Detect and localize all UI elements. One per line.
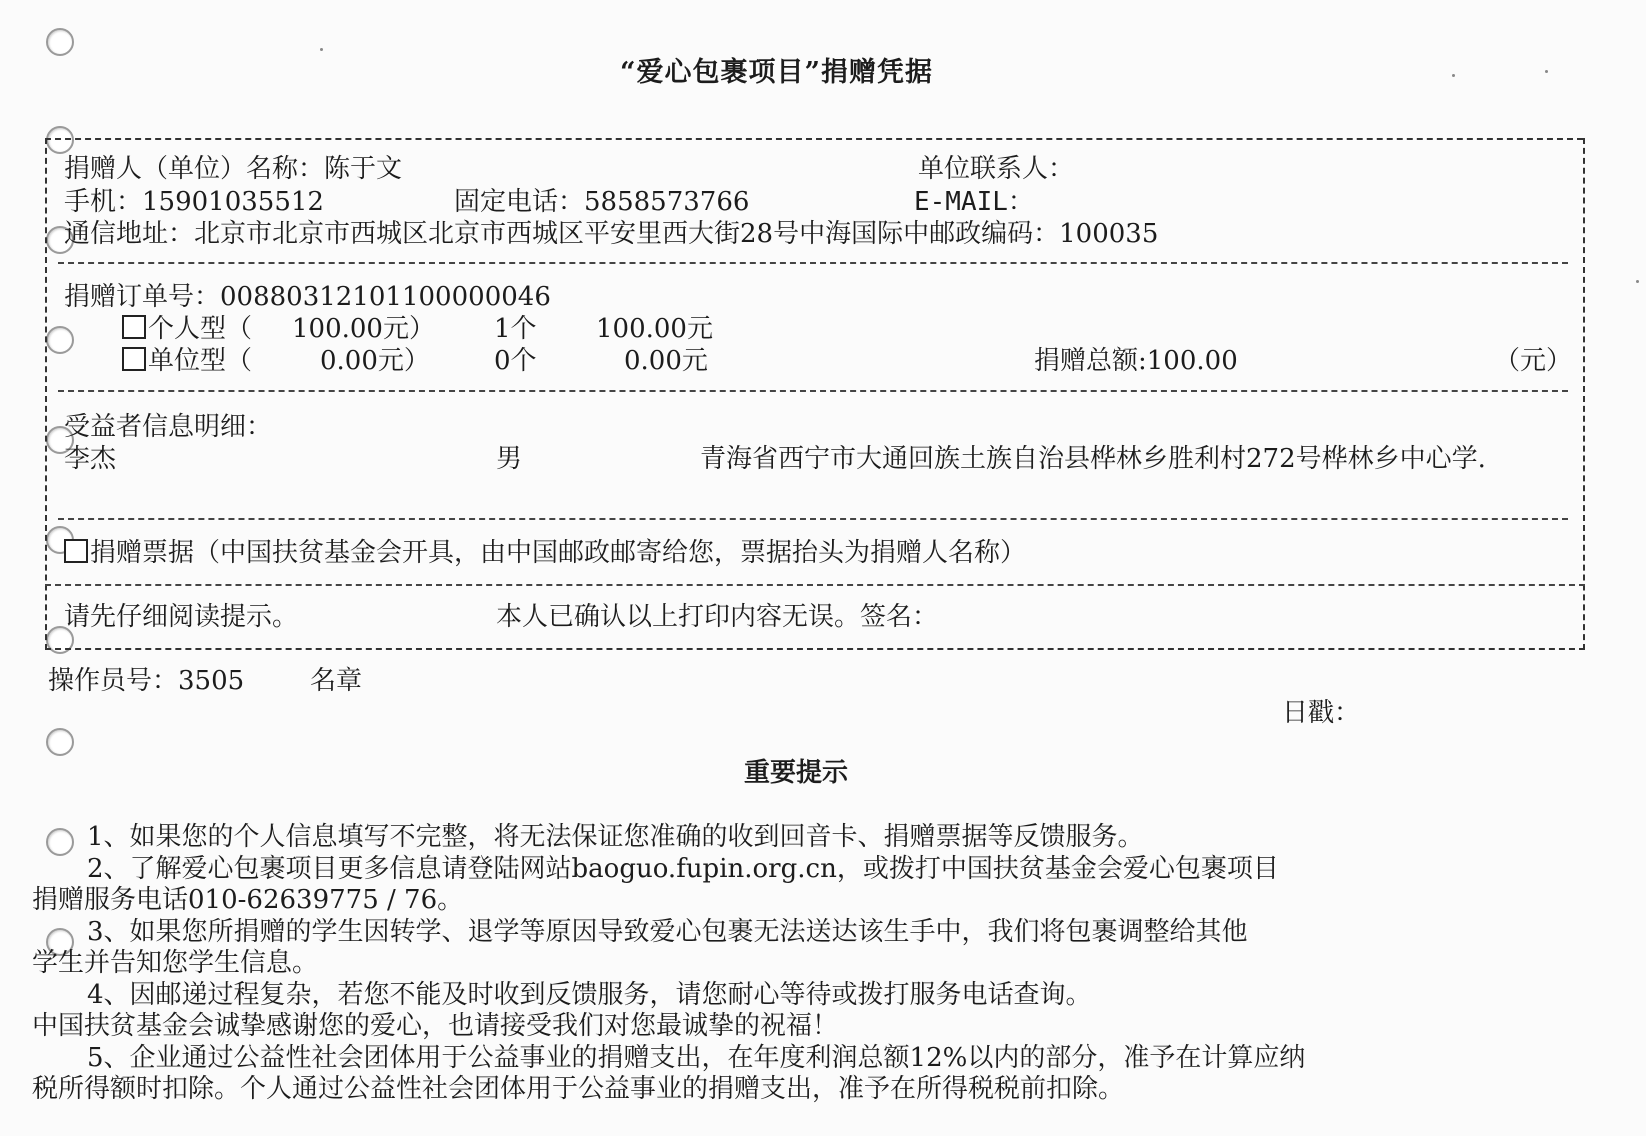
address-value: 北京市北京市西城区北京市西城区平安里西大街28号中海国际中: [194, 219, 930, 249]
unit-total: 0.00元: [624, 346, 708, 376]
personal-total: 100.00元: [596, 314, 713, 344]
note-item: 2、了解爱心包裹项目更多信息请登陆网站baoguo.fupin.org.cn，或拨打中国扶贫基金会爱心包裹项目: [87, 853, 1279, 884]
donation-total-unit: （元）: [1494, 346, 1573, 376]
unit-price: 0.00元）: [320, 346, 430, 376]
unit-type-checkbox[interactable]: [122, 347, 146, 371]
donor-name-row: [64, 154, 402, 184]
note-item: 5、企业通过公益性社会团体用于公益事业的捐赠支出，在年度利润总额12%以内的部分，准予在计算应纳: [87, 1042, 1306, 1073]
receipt-title: “爱心包裹项目”捐赠凭据: [620, 57, 934, 88]
postcode-label: 邮政编码：: [929, 219, 1060, 249]
note-item: 学生并告知您学生信息。: [32, 948, 319, 978]
mobile-label: 手机：: [64, 187, 143, 217]
operator-row: [48, 666, 244, 696]
donation-total-value: 100.00: [1146, 346, 1238, 376]
mobile-row: [64, 187, 324, 217]
binder-hole: [46, 126, 74, 154]
personal-price: 100.00元）: [292, 314, 435, 344]
phone-label: 固定电话：: [454, 187, 585, 217]
section-divider: [58, 518, 1568, 520]
beneficiary-name: 李杰: [64, 444, 117, 474]
notes-title: 重要提示: [744, 758, 849, 788]
unit-type-label: 单位型（: [148, 346, 253, 376]
note-item: 1、如果您的个人信息填写不完整，将无法保证您准确的收到回音卡、捐赠票据等反馈服务。: [87, 822, 1144, 852]
notes-list: [32, 822, 1452, 1106]
personal-type-checkbox[interactable]: [122, 315, 146, 339]
note-item: 3、如果您所捐赠的学生因转学、退学等原因导致爱心包裹无法送达该生手中，我们将包裹调整给其他: [87, 916, 1248, 947]
binder-hole: [46, 326, 74, 354]
binder-hole: [46, 28, 74, 56]
order-number-row: [64, 282, 551, 312]
contact-person-label: 单位联系人：: [918, 154, 1075, 184]
donation-total-row: [1034, 346, 1238, 376]
scan-speck: [1452, 74, 1455, 77]
beneficiary-section-label: 受益者信息明细：: [64, 412, 273, 442]
binder-hole: [46, 728, 74, 756]
donor-name-label: 捐赠人（单位）名称：: [64, 154, 325, 184]
note-item: 捐赠服务电话010-62639775 / 76。: [32, 885, 464, 915]
note-item: 4、因邮递过程复杂，若您不能及时收到反馈服务，请您耐心等待或拨打服务电话查询。: [87, 979, 1092, 1010]
operator-value: 3505: [178, 666, 245, 696]
donor-name-value: 陈于文: [324, 154, 403, 184]
frame-top: [45, 138, 1583, 140]
email-label: E-MAIL：: [914, 187, 1034, 217]
personal-qty: 1个: [494, 314, 537, 344]
scan-speck: [1636, 280, 1639, 283]
phone-value: 5858573766: [584, 187, 750, 217]
operator-label: 操作员号：: [48, 666, 179, 696]
read-hint: 请先仔细阅读提示。: [64, 602, 299, 632]
receipt-option-label: 捐赠票据（中国扶贫基金会开具，由中国邮政邮寄给您，票据抬头为捐赠人名称）: [90, 538, 1027, 568]
mobile-value: 15901035512: [142, 187, 324, 217]
beneficiary-gender: 男: [496, 444, 523, 474]
frame-bottom: [45, 648, 1585, 650]
note-item: 税所得额时扣除。个人通过公益性社会团体用于公益事业的捐赠支出，准予在所得税税前扣除。: [32, 1074, 1125, 1104]
note-item: 中国扶贫基金会诚挚感谢您的爱心，也请接受我们对您最诚挚的祝福！: [32, 1011, 839, 1041]
section-divider: [58, 262, 1568, 264]
section-divider: [58, 390, 1568, 392]
beneficiary-address: 青海省西宁市大通回族土族自治县桦林乡胜利村272号桦林乡中心学.: [700, 444, 1486, 474]
unit-qty: 0个: [494, 346, 537, 376]
order-number-label: 捐赠订单号：: [64, 282, 221, 312]
postcode-value: 100035: [1059, 219, 1159, 249]
phone-row: [454, 187, 749, 217]
address-row: [64, 219, 1158, 249]
seal-label: 名章: [310, 666, 363, 696]
frame-right: [1583, 138, 1585, 650]
personal-type-row: [122, 314, 252, 344]
scan-speck: [1545, 70, 1548, 73]
unit-type-row: [122, 346, 252, 376]
donation-total-label: 捐赠总额:: [1034, 346, 1147, 376]
receipt-option-row: [64, 538, 1026, 568]
scan-speck: [320, 48, 323, 51]
receipt-checkbox[interactable]: [64, 539, 88, 563]
date-stamp-label: 日戳：: [1282, 698, 1361, 728]
order-number-value: 00880312101100000046: [220, 282, 551, 312]
section-divider: [45, 584, 1585, 586]
frame-left: [45, 138, 47, 650]
confirm-sign-label: 本人已确认以上打印内容无误。签名：: [496, 602, 939, 632]
address-label: 通信地址：: [64, 219, 195, 249]
personal-type-label: 个人型（: [148, 314, 253, 344]
